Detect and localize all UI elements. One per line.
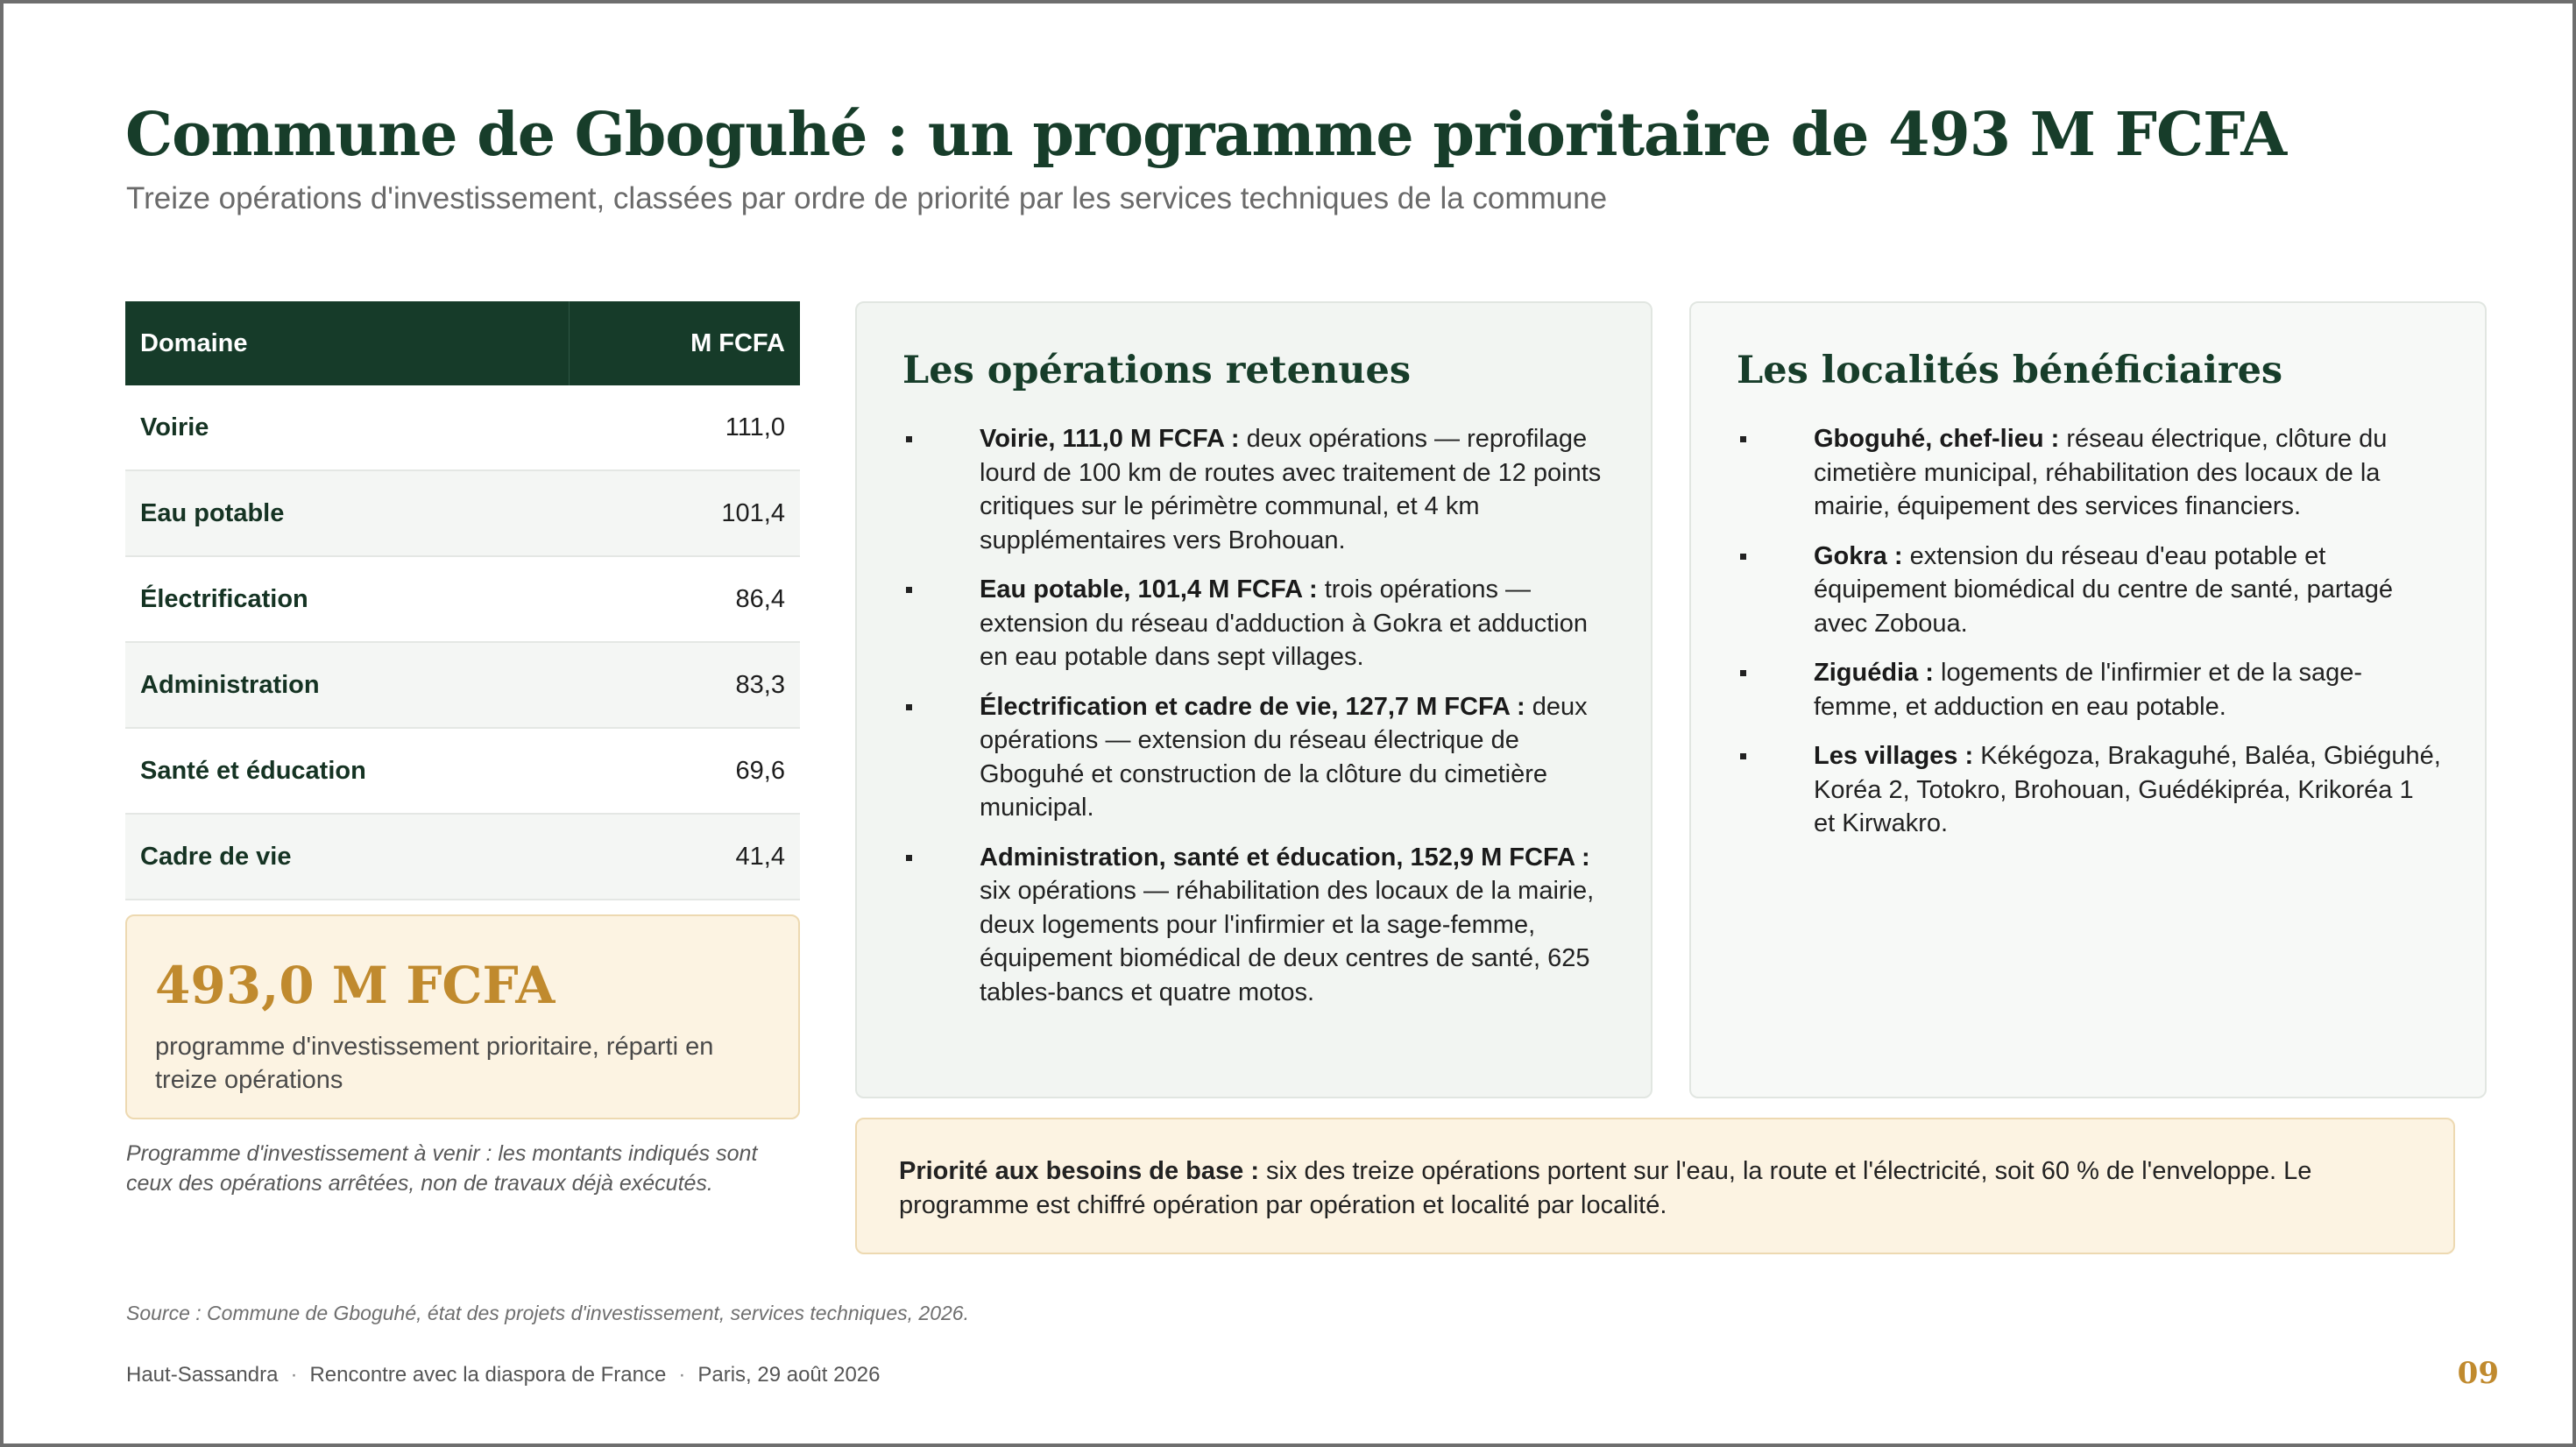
item-text: deux opérations — reprofilage lourd de 100 km de routes avec traitement de 12 points critiques sur le périmètre communal, et 4 km supplémentaires vers Brohouan.	[980, 425, 1602, 554]
footer-separator: ·	[290, 1363, 298, 1387]
footer-region: Haut-Sassandra	[126, 1363, 279, 1387]
operations-title: Les opérations retenues	[902, 349, 1412, 392]
source-note: Source : Commune de Gboguhé, état des projets d'investissement, services techniques, 2026.	[126, 1302, 969, 1324]
item-text: six opérations — réhabilitation des locaux de la mairie, deux logements pour l'infirmier et la sage-femme, équipement biomédical de deux centres de santé, 625 tables-bancs et quatre motos.	[980, 877, 1595, 1006]
row-amount: 83,3	[735, 670, 785, 699]
row-domain: Cadre de vie	[140, 842, 292, 871]
footnote: Programme d'investissement à venir : les montants indiqués sont ceux des opérations arrêtées, non de travaux déjà exécutés.	[126, 1141, 758, 1196]
list-item	[1737, 540, 2441, 641]
list-item	[902, 841, 1607, 1010]
footer-separator: ·	[678, 1363, 686, 1387]
total-box	[125, 914, 800, 1119]
operations-list	[902, 422, 1607, 1009]
list-item	[1737, 739, 2441, 841]
item-lead: Eau potable, 101,4 M FCFA :	[980, 575, 1318, 604]
priority-text: six des treize opérations portent sur l'eau, la route et l'électricité, soit 60 % de l'enveloppe. Le programme est chiffré opération par opération et localité par localité.	[899, 1157, 2312, 1219]
table-row	[125, 557, 800, 643]
row-domain: Eau potable	[140, 498, 285, 527]
item-lead: Voirie, 111,0 M FCFA :	[980, 425, 1240, 453]
row-domain: Administration	[140, 670, 320, 699]
item-lead: Les villages :	[1814, 742, 1974, 770]
row-domain: Santé et éducation	[140, 756, 366, 785]
row-amount: 86,4	[735, 584, 785, 613]
table-row	[125, 815, 800, 900]
column-header-domain: Domaine	[125, 301, 570, 385]
item-text: logements de l'infirmier et de la sage-femme, et adduction en eau potable.	[1814, 659, 2363, 721]
list-item	[902, 422, 1607, 557]
item-lead: Gokra :	[1814, 541, 1903, 570]
row-amount: 111,0	[725, 413, 785, 441]
list-item	[1737, 656, 2441, 724]
page-title: Commune de Gboguhé : un programme prioritaire de 493 M FCFA	[125, 100, 2287, 170]
budget-table	[125, 301, 800, 900]
table-row	[125, 471, 800, 557]
localities-list	[1737, 422, 2441, 841]
item-lead: Électrification et cadre de vie, 127,7 M FCFA :	[980, 692, 1525, 721]
page-subtitle: Treize opérations d'investissement, classées par ordre de priorité par les services techniques de la commune	[126, 181, 1608, 215]
item-lead: Administration, santé et éducation, 152,9 M FCFA :	[980, 843, 1590, 872]
footer	[126, 1362, 881, 1388]
item-text: deux opérations — extension du réseau électrique de Gboguhé et construction de la clôture du cimetière municipal.	[980, 692, 1588, 822]
table-row	[125, 643, 800, 729]
column-header-amount: M FCFA	[690, 328, 785, 357]
list-item	[902, 573, 1607, 674]
item-lead: Ziguédia :	[1814, 659, 1934, 687]
row-amount: 101,4	[721, 498, 785, 527]
footer-event: Rencontre avec la diaspora de France	[309, 1363, 667, 1387]
row-amount: 69,6	[735, 756, 785, 785]
item-text: Kékégoza, Brakaguhé, Baléa, Gbiéguhé, Koréa 2, Totokro, Brohouan, Guédékipréa, Krikoréa 1 et Kirwakro.	[1814, 742, 2441, 837]
row-amount: 41,4	[735, 842, 785, 871]
localities-card	[1689, 301, 2487, 1098]
slide	[4, 4, 2572, 1443]
item-text: réseau électrique, clôture du cimetière municipal, réhabilitation des locaux de la mairie, équipement des services financiers.	[1814, 425, 2388, 520]
total-description: programme d'investissement prioritaire, réparti en treize opérations	[155, 1033, 714, 1094]
row-domain: Électrification	[140, 584, 308, 613]
priority-banner	[855, 1118, 2455, 1254]
list-item	[902, 690, 1607, 825]
localities-title: Les localités bénéficiaires	[1737, 349, 2283, 392]
item-text: extension du réseau d'eau potable et équipement biomédical du centre de santé, partagé avec Zoboua.	[1814, 541, 2393, 638]
total-value: 493,0 M FCFA	[155, 956, 556, 1015]
list-item	[1737, 422, 2441, 524]
footer-place-date: Paris, 29 août 2026	[697, 1363, 881, 1387]
item-text: trois opérations — extension du réseau d'adduction à Gokra et adduction en eau potable dans sept villages.	[980, 575, 1588, 671]
priority-lead: Priorité aux besoins de base :	[899, 1157, 1259, 1185]
table-header	[125, 301, 800, 385]
item-lead: Gboguhé, chef-lieu :	[1814, 425, 2060, 453]
operations-card	[855, 301, 1652, 1098]
table-row	[125, 729, 800, 815]
row-domain: Voirie	[140, 413, 209, 441]
page-number: 09	[2457, 1356, 2499, 1391]
table-row	[125, 385, 800, 471]
